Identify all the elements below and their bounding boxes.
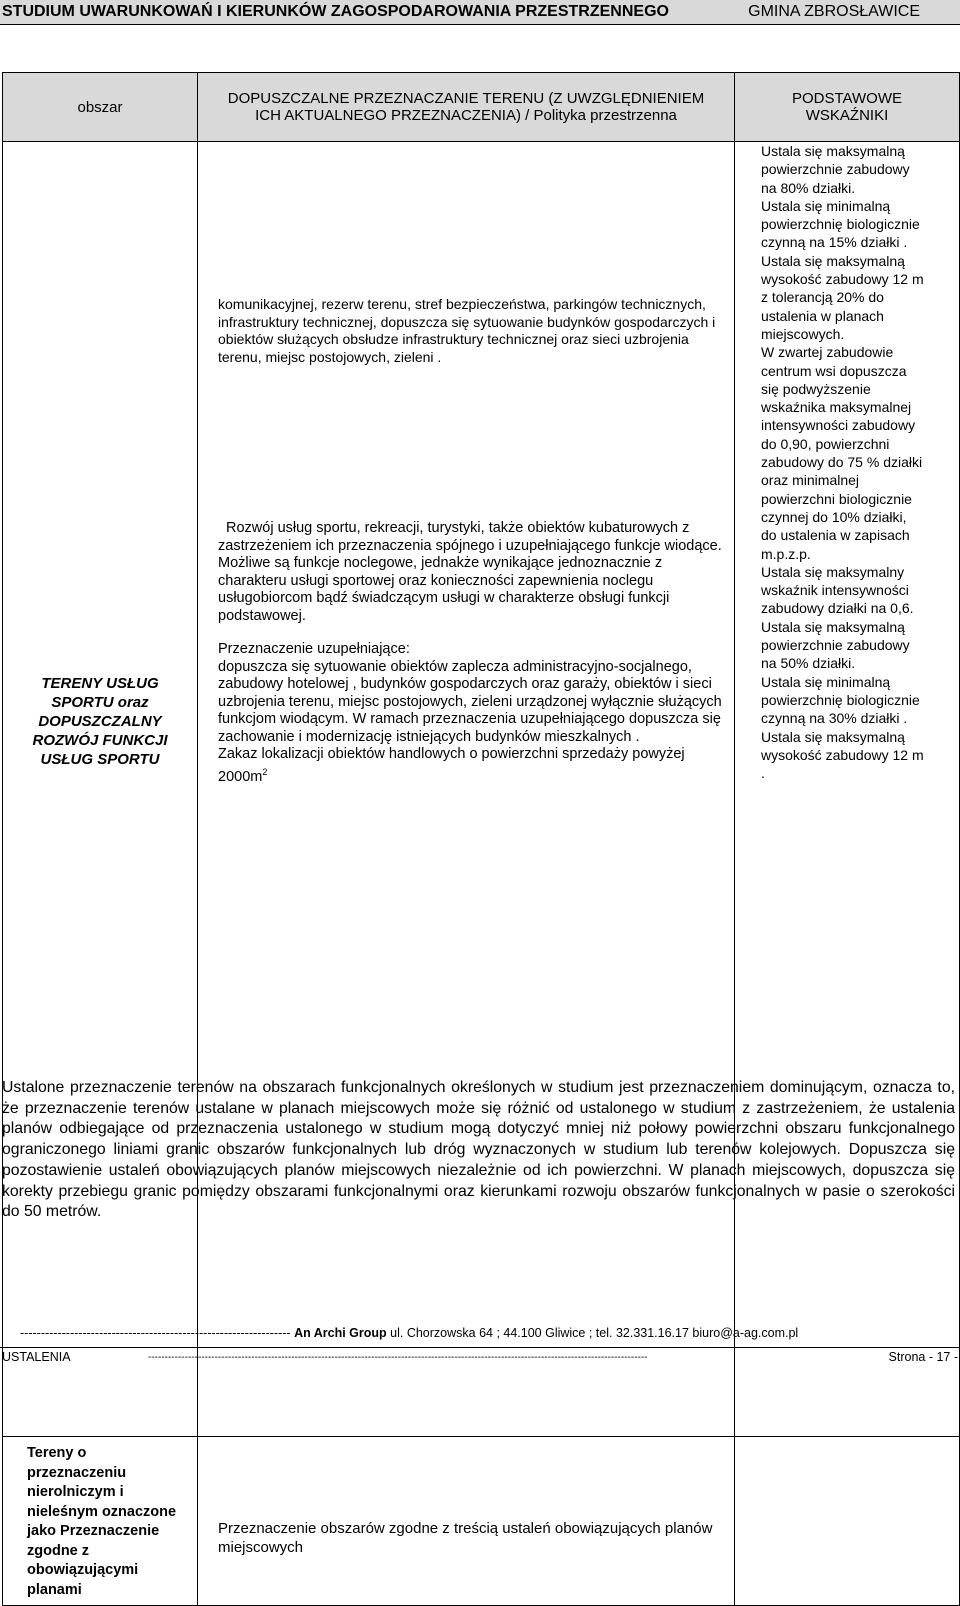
closing-paragraph: Ustalone przeznaczenie terenów na obszarach funkcjonalnych określonych w studium jest przeznaczeniem dominującym, oznacza to, że przeznaczenie terenów ustalane w planach miejscowych może się różnić od ustalonego w studium z zastrzeżeniem, że ustalenia planów odbiegające od przeznaczenia ustalonego w studium mogą dotyczyć mniej niż połowy powierzchni obszaru funkcjonalnego ograniczonego liniami granic obszarów funkcjonalnych lub dróg wyznaczonych w studium lub terenów kolejowych. Dopuszcza się pozostawienie ustaleń obowiązujących planów miejscowych niezależnie od ich powierzchni. W planach miejscowych, dopuszcza się korekty przebiegu granic pomiędzy obszarami funkcjonalnymi oraz kierunkami rozwoju obszarów funkcjonalnych w pasie o szerokości do 50 metrów. — [2, 1079, 955, 1221]
indicators-cell-empty — [735, 1437, 960, 1606]
policy-text-development-body: Rozwój usług sportu, rekreacji, turystyki, także obiektów kubaturowych z zastrzeżeniem ich przeznaczenia spójnego i uzupełniającego funkcje wiodące. Możliwe są funkcje noclegowe, jednakże wynikające jednoznacznie z charakteru usługi sportowej oraz konieczności zapewnienia noclegu usługobiorcom bądź świadczącym usługi w charakterze obsługi funkcji podstawowej. — [218, 520, 722, 624]
header-allowed-use — [198, 73, 735, 142]
page-number: Strona - 17 - — [888, 1350, 958, 1364]
company-name: An Archi Group — [294, 1326, 387, 1340]
footer-dashes-line: ------------------------------------------------------------------------------------------------------------------------------------------------------ — [148, 1352, 648, 1363]
table-header-row — [3, 73, 960, 142]
company-address: ul. Chorzowska 64 ; 44.100 Gliwice ; tel. 32.331.16.17 biuro@a-ag.com.pl — [390, 1326, 799, 1340]
policy-text-trade-ban-body: Zakaz lokalizacji obiektów handlowych o powierzchni sprzedaży powyżej 2000m — [218, 746, 685, 785]
table-row — [3, 142, 960, 1437]
page-header — [0, 0, 960, 25]
policy-text-supplementary-head: Przeznaczenie uzupełniające: — [218, 641, 410, 657]
header-indicators — [735, 73, 960, 142]
policy-cell-plans — [198, 1437, 735, 1606]
area-non-agricultural: Tereny o przeznaczeniu nierolniczym i nieleśnym oznaczone jako Przeznaczenie zgodne z obowiązującymi planami — [3, 1437, 198, 1606]
indicators-text: Ustala się maksymalną powierzchnie zabudowy na 80% działki. Ustala się minimalną powierzchnię biologicznie czynną na 15% działki . Ustala się maksymalną wysokość zabudowy 12 m z tolerancją 20% do ustalenia w planach miejscowych. W zwartej zabudowie centrum wsi dopuszcza się podwyższenie wskaźnika maksymalnej intensywności zabudowy do 0,90, powierzchni zabudowy do 75 % działki oraz minimalnej powierzchni biologicznie czynnej do 10% działki, do ustalenia w zapisach m.p.z.p. Ustala się maksymalny wskaźnik intensywności zabudowy działki na 0,6. Ustala się maksymalną powierzchnie zabudowy na 50% działki. Ustala się minimalną powierzchnię biologicznie czynną na 30% działki . Ustala się maksymalną wysokość zabudowy 12 m . — [761, 143, 924, 782]
superscript: 2 — [262, 766, 268, 777]
policy-text-supplementary: dopuszcza się sytuowanie obiektów zaplecza administracyjno-socjalnego, zabudowy hotelowej , budynków gospodarczych oraz garaży, obiektów i sieci uzbrojenia terenu, miejsc postojowych, zieleni urządzonej wyłącznie służących funkcjom wiodącym. W ramach przeznaczenia uzupełniającego dopuszcza się zachowanie i modernizację istniejących budynków mieszkalnych . — [218, 658, 722, 745]
policy-text-plans: Przeznaczenie obszarów zgodne z treścią ustaleń obowiązujących planów miejscowych — [218, 1520, 713, 1556]
policy-text-trade-ban — [198, 746, 734, 786]
policy-cell — [198, 142, 735, 1437]
zoning-table — [2, 72, 960, 1606]
footer-page — [0, 1347, 960, 1364]
header-indicators-line1: PODSTAWOWE — [792, 90, 902, 107]
header-allowed-use-line2: ICH AKTUALNEGO PRZEZNACZENIA) / Polityka przestrzenna — [255, 107, 677, 124]
municipality-name: GMINA ZBROSŁAWICE — [748, 3, 920, 20]
indicators-cell — [735, 142, 960, 1437]
header-allowed-use-line1: DOPUSZCZALNE PRZEZNACZANIE TERENU (Z UWZGLĘDNIENIEM — [227, 90, 705, 107]
header-area: obszar — [3, 73, 198, 142]
document-title: STUDIUM UWARUNKOWAŃ I KIERUNKÓW ZAGOSPODAROWANIA PRZESTRZENNEGO — [2, 3, 669, 20]
area-sport-services — [3, 142, 198, 1437]
policy-text-infrastructure: komunikacyjnej, rezerw terenu, stref bezpieczeństwa, parkingów technicznych, infrastruktury technicznej, dopuszcza się sytuowanie budynków gospodarczych i obiektów służących obsłudze infrastruktury technicznej oraz sieci uzbrojenia terenu, miejsc postojowych, zieleni . — [218, 296, 716, 365]
table-row — [3, 1437, 960, 1606]
header-indicators-line2: WSKAŹNIKI — [805, 107, 889, 124]
policy-text-development — [198, 366, 734, 625]
footer-contact — [20, 1326, 798, 1340]
section-label: USTALENIA — [2, 1350, 71, 1364]
area-sport-services-label: TERENY USŁUG SPORTU oraz DOPUSZCZALNY ROZWÓJ FUNKCJI USŁUG SPORTU — [32, 675, 168, 768]
footer-dashes: ----------------------------------------------------------------- — [20, 1326, 291, 1340]
